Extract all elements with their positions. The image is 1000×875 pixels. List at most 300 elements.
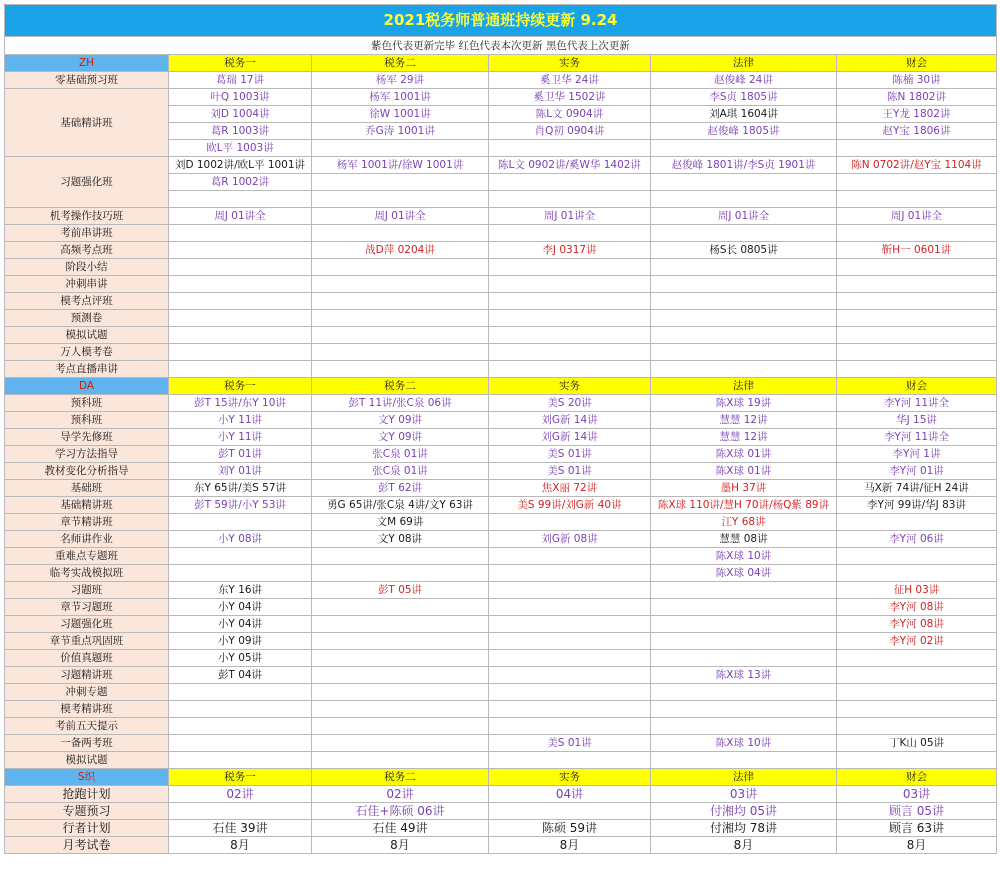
course-cell: 周J 01讲全 bbox=[837, 208, 997, 225]
course-label: 模拟试题 bbox=[5, 752, 169, 769]
section-header-row bbox=[5, 769, 997, 786]
course-label: 阶段小结 bbox=[5, 259, 169, 276]
section-name: ZH bbox=[5, 55, 169, 72]
course-cell: 美S 20讲 bbox=[489, 395, 651, 412]
course-cell bbox=[312, 684, 489, 701]
course-cell bbox=[837, 327, 997, 344]
course-cell bbox=[312, 667, 489, 684]
course-label: 预测卷 bbox=[5, 310, 169, 327]
course-cell: 陈X球 19讲 bbox=[651, 395, 837, 412]
course-cell bbox=[489, 616, 651, 633]
course-label: 章节精讲班 bbox=[5, 514, 169, 531]
course-cell bbox=[651, 310, 837, 327]
course-cell: 江Y 68讲 bbox=[651, 514, 837, 531]
course-cell bbox=[837, 225, 997, 242]
course-cell bbox=[837, 344, 997, 361]
course-cell: 陈X球 10讲 bbox=[651, 735, 837, 752]
page-title: 2021税务师普通班持续更新 9.24 bbox=[5, 5, 997, 37]
color-legend: 紫色代表更新完毕 红色代表本次更新 黑色代表上次更新 bbox=[5, 37, 997, 55]
course-cell bbox=[489, 650, 651, 667]
subject-header: 法律 bbox=[651, 378, 837, 395]
table-row bbox=[5, 463, 997, 480]
course-cell bbox=[651, 225, 837, 242]
course-cell bbox=[169, 684, 312, 701]
table-row bbox=[5, 497, 997, 514]
course-cell: 03讲 bbox=[837, 786, 997, 803]
table-row bbox=[5, 412, 997, 429]
title-row bbox=[5, 5, 997, 37]
table-row bbox=[5, 667, 997, 684]
course-cell: 03讲 bbox=[651, 786, 837, 803]
course-cell bbox=[312, 327, 489, 344]
course-label: 模考精讲班 bbox=[5, 701, 169, 718]
course-cell: 刘G新 14讲 bbox=[489, 429, 651, 446]
course-cell bbox=[489, 701, 651, 718]
table-row bbox=[5, 820, 997, 837]
course-cell: 张C泉 01讲 bbox=[312, 463, 489, 480]
course-cell: 8月 bbox=[312, 837, 489, 854]
course-cell: 彭T 62讲 bbox=[312, 480, 489, 497]
table-row bbox=[5, 650, 997, 667]
course-cell bbox=[312, 361, 489, 378]
course-cell bbox=[169, 327, 312, 344]
course-cell: 奚卫华 1502讲 bbox=[489, 89, 651, 106]
course-cell: 美S 01讲 bbox=[489, 735, 651, 752]
course-cell bbox=[489, 174, 651, 191]
course-label: 一备两考班 bbox=[5, 735, 169, 752]
course-cell: 征H 03讲 bbox=[837, 582, 997, 599]
course-cell bbox=[837, 174, 997, 191]
course-cell bbox=[169, 259, 312, 276]
course-cell: 徐W 1001讲 bbox=[312, 106, 489, 123]
table-row bbox=[5, 786, 997, 803]
course-cell bbox=[489, 361, 651, 378]
course-cell: 战D萍 0204讲 bbox=[312, 242, 489, 259]
course-label: 考点直播串讲 bbox=[5, 361, 169, 378]
subject-header: 实务 bbox=[489, 378, 651, 395]
course-cell bbox=[312, 344, 489, 361]
course-cell bbox=[169, 565, 312, 582]
course-label: 习题精讲班 bbox=[5, 667, 169, 684]
course-cell bbox=[489, 684, 651, 701]
table-row bbox=[5, 157, 997, 174]
course-cell bbox=[651, 633, 837, 650]
course-cell bbox=[651, 752, 837, 769]
course-cell: 顾言 05讲 bbox=[837, 803, 997, 820]
course-cell: 赵俊峰 24讲 bbox=[651, 72, 837, 89]
subject-header: 财会 bbox=[837, 769, 997, 786]
course-cell: 勇G 65讲/张C泉 4讲/文Y 63讲 bbox=[312, 497, 489, 514]
subject-header: 税务二 bbox=[312, 378, 489, 395]
course-label: 重难点专题班 bbox=[5, 548, 169, 565]
subject-header: 税务一 bbox=[169, 769, 312, 786]
course-cell: 欧L平 1003讲 bbox=[169, 140, 312, 157]
course-cell: 陈N 0702讲/赵Y宝 1104讲 bbox=[837, 157, 997, 174]
course-cell bbox=[169, 701, 312, 718]
table-row bbox=[5, 446, 997, 463]
course-cell: 丁K山 05讲 bbox=[837, 735, 997, 752]
course-cell bbox=[651, 582, 837, 599]
course-cell bbox=[489, 633, 651, 650]
course-cell bbox=[312, 633, 489, 650]
course-label: 冲刺专题 bbox=[5, 684, 169, 701]
course-cell: 李S贞 1805讲 bbox=[651, 89, 837, 106]
course-cell bbox=[312, 174, 489, 191]
course-cell: 刘Y 01讲 bbox=[169, 463, 312, 480]
course-cell: 顾言 63讲 bbox=[837, 820, 997, 837]
course-label: 习题班 bbox=[5, 582, 169, 599]
course-cell: 彭T 05讲 bbox=[312, 582, 489, 599]
course-cell bbox=[489, 191, 651, 208]
course-cell bbox=[169, 361, 312, 378]
course-cell: 彭T 04讲 bbox=[169, 667, 312, 684]
table-row bbox=[5, 361, 997, 378]
course-cell: 东Y 65讲/美S 57讲 bbox=[169, 480, 312, 497]
course-label: 基础班 bbox=[5, 480, 169, 497]
course-cell: 刘G新 14讲 bbox=[489, 412, 651, 429]
course-label: 教材变化分析指导 bbox=[5, 463, 169, 480]
subject-header: 税务一 bbox=[169, 55, 312, 72]
course-cell: 赵俊峰 1801讲/李S贞 1901讲 bbox=[651, 157, 837, 174]
table-row bbox=[5, 395, 997, 412]
course-label: 冲刺串讲 bbox=[5, 276, 169, 293]
table-row bbox=[5, 72, 997, 89]
course-cell bbox=[489, 514, 651, 531]
subject-header: 税务二 bbox=[312, 55, 489, 72]
course-cell bbox=[837, 310, 997, 327]
course-cell bbox=[651, 684, 837, 701]
course-cell: 李Y河 1讲 bbox=[837, 446, 997, 463]
course-cell bbox=[489, 344, 651, 361]
course-cell bbox=[489, 667, 651, 684]
course-cell bbox=[169, 344, 312, 361]
course-cell: 张C泉 01讲 bbox=[312, 446, 489, 463]
course-cell: 刘D 1004讲 bbox=[169, 106, 312, 123]
table-row bbox=[5, 531, 997, 548]
course-label: 预科班 bbox=[5, 412, 169, 429]
course-cell bbox=[169, 191, 312, 208]
course-cell: 8月 bbox=[169, 837, 312, 854]
course-cell: 杨军 1001讲/徐W 1001讲 bbox=[312, 157, 489, 174]
table-row bbox=[5, 225, 997, 242]
subject-header: 税务一 bbox=[169, 378, 312, 395]
course-cell: 周J 01讲全 bbox=[489, 208, 651, 225]
course-cell: 陈L文 0902讲/奚W华 1402讲 bbox=[489, 157, 651, 174]
course-cell: 陈X球 110讲/慧H 70讲/杨Q紫 89讲 bbox=[651, 497, 837, 514]
course-label: 考前串讲班 bbox=[5, 225, 169, 242]
course-cell: 石佳 49讲 bbox=[312, 820, 489, 837]
course-label: 学习方法指导 bbox=[5, 446, 169, 463]
course-cell bbox=[312, 701, 489, 718]
course-cell bbox=[169, 548, 312, 565]
course-cell: 彭T 59讲/小Y 53讲 bbox=[169, 497, 312, 514]
course-cell bbox=[837, 514, 997, 531]
section-name: S织 bbox=[5, 769, 169, 786]
course-cell: 刘A琪 1604讲 bbox=[651, 106, 837, 123]
table-row bbox=[5, 735, 997, 752]
course-cell: 周J 01讲全 bbox=[169, 208, 312, 225]
table-row bbox=[5, 89, 997, 106]
course-cell bbox=[837, 718, 997, 735]
course-cell bbox=[489, 718, 651, 735]
course-cell bbox=[837, 701, 997, 718]
course-cell: 慧慧 08讲 bbox=[651, 531, 837, 548]
course-cell: 陈L文 0904讲 bbox=[489, 106, 651, 123]
course-cell: 8月 bbox=[651, 837, 837, 854]
course-cell bbox=[837, 667, 997, 684]
course-cell bbox=[837, 684, 997, 701]
course-cell bbox=[169, 293, 312, 310]
course-cell: 墨H 37讲 bbox=[651, 480, 837, 497]
course-cell bbox=[169, 514, 312, 531]
course-cell bbox=[651, 701, 837, 718]
course-cell bbox=[489, 293, 651, 310]
course-cell bbox=[312, 752, 489, 769]
table-row bbox=[5, 276, 997, 293]
schedule-sheet bbox=[4, 4, 996, 854]
course-cell bbox=[312, 293, 489, 310]
course-cell: 彭T 15讲/东Y 10讲 bbox=[169, 395, 312, 412]
course-cell bbox=[169, 242, 312, 259]
course-cell: 葛瑞 17讲 bbox=[169, 72, 312, 89]
table-row bbox=[5, 259, 997, 276]
course-cell: 李Y河 11讲全 bbox=[837, 395, 997, 412]
course-cell: 小Y 04讲 bbox=[169, 616, 312, 633]
course-cell bbox=[489, 259, 651, 276]
course-cell bbox=[489, 276, 651, 293]
course-cell: 陈X球 13讲 bbox=[651, 667, 837, 684]
course-label: 模考点评班 bbox=[5, 293, 169, 310]
course-cell: 小Y 08讲 bbox=[169, 531, 312, 548]
course-cell: 石佳+陈硕 06讲 bbox=[312, 803, 489, 820]
course-cell bbox=[489, 548, 651, 565]
course-cell: 美S 01讲 bbox=[489, 446, 651, 463]
subject-header: 实务 bbox=[489, 55, 651, 72]
course-cell: 乔G涛 1001讲 bbox=[312, 123, 489, 140]
course-cell: 02讲 bbox=[169, 786, 312, 803]
course-cell: 文Y 09讲 bbox=[312, 412, 489, 429]
table-row bbox=[5, 429, 997, 446]
table-row bbox=[5, 837, 997, 854]
course-cell bbox=[489, 225, 651, 242]
subject-header: 法律 bbox=[651, 55, 837, 72]
subject-header: 实务 bbox=[489, 769, 651, 786]
course-label: 导学先修班 bbox=[5, 429, 169, 446]
course-cell bbox=[651, 259, 837, 276]
course-cell: 02讲 bbox=[312, 786, 489, 803]
course-cell bbox=[312, 225, 489, 242]
course-cell: 文Y 09讲 bbox=[312, 429, 489, 446]
section-header-row bbox=[5, 378, 997, 395]
course-cell bbox=[312, 310, 489, 327]
course-cell: 马X新 74讲/征H 24讲 bbox=[837, 480, 997, 497]
course-cell bbox=[837, 548, 997, 565]
subject-header: 法律 bbox=[651, 769, 837, 786]
course-cell: 赵Y宝 1806讲 bbox=[837, 123, 997, 140]
course-cell: 焦X丽 72讲 bbox=[489, 480, 651, 497]
course-cell bbox=[489, 752, 651, 769]
subject-header: 税务二 bbox=[312, 769, 489, 786]
course-cell bbox=[169, 718, 312, 735]
section-header-row bbox=[5, 55, 997, 72]
course-label: 价值真题班 bbox=[5, 650, 169, 667]
course-cell: 04讲 bbox=[489, 786, 651, 803]
course-cell: 华J 15讲 bbox=[837, 412, 997, 429]
course-cell bbox=[489, 803, 651, 820]
legend-row bbox=[5, 37, 997, 55]
table-row bbox=[5, 344, 997, 361]
course-cell bbox=[837, 140, 997, 157]
course-cell bbox=[651, 718, 837, 735]
course-cell: 美S 01讲 bbox=[489, 463, 651, 480]
table-row bbox=[5, 514, 997, 531]
course-label: 章节习题班 bbox=[5, 599, 169, 616]
course-label: 基础精讲班 bbox=[5, 89, 169, 157]
course-cell: 葛R 1003讲 bbox=[169, 123, 312, 140]
course-cell: 彭T 01讲 bbox=[169, 446, 312, 463]
course-cell: 文Y 08讲 bbox=[312, 531, 489, 548]
course-cell: 慧慧 12讲 bbox=[651, 429, 837, 446]
course-cell: 赵俊峰 1805讲 bbox=[651, 123, 837, 140]
course-label: 临考实战模拟班 bbox=[5, 565, 169, 582]
course-cell bbox=[837, 565, 997, 582]
course-label: 考前五天提示 bbox=[5, 718, 169, 735]
course-cell: 王Y龙 1802讲 bbox=[837, 106, 997, 123]
subject-header: 财会 bbox=[837, 55, 997, 72]
course-cell bbox=[312, 548, 489, 565]
course-cell: 肖Q初 0904讲 bbox=[489, 123, 651, 140]
course-label: 基础精讲班 bbox=[5, 497, 169, 514]
course-label: 预科班 bbox=[5, 395, 169, 412]
course-cell bbox=[837, 276, 997, 293]
table-row bbox=[5, 293, 997, 310]
course-cell bbox=[489, 599, 651, 616]
course-cell bbox=[169, 310, 312, 327]
course-cell: 慧慧 12讲 bbox=[651, 412, 837, 429]
course-cell: 杨S长 0805讲 bbox=[651, 242, 837, 259]
course-cell: 李Y河 01讲 bbox=[837, 463, 997, 480]
course-cell: 陈硕 59讲 bbox=[489, 820, 651, 837]
course-cell bbox=[169, 735, 312, 752]
table-row bbox=[5, 616, 997, 633]
course-cell bbox=[312, 565, 489, 582]
course-cell bbox=[489, 327, 651, 344]
course-cell: 李Y河 99讲/华J 83讲 bbox=[837, 497, 997, 514]
course-cell bbox=[312, 191, 489, 208]
course-label: 抢跑计划 bbox=[5, 786, 169, 803]
subject-header: 财会 bbox=[837, 378, 997, 395]
course-cell bbox=[312, 259, 489, 276]
course-cell bbox=[489, 310, 651, 327]
course-cell: 付湘均 05讲 bbox=[651, 803, 837, 820]
course-cell: 靳H一 0601讲 bbox=[837, 242, 997, 259]
course-label: 专题预习 bbox=[5, 803, 169, 820]
course-cell bbox=[312, 276, 489, 293]
table-row bbox=[5, 480, 997, 497]
course-cell: 周J 01讲全 bbox=[312, 208, 489, 225]
course-cell bbox=[837, 650, 997, 667]
course-cell bbox=[312, 650, 489, 667]
course-cell: 李Y河 06讲 bbox=[837, 531, 997, 548]
course-cell bbox=[312, 718, 489, 735]
course-cell bbox=[837, 259, 997, 276]
course-cell bbox=[489, 565, 651, 582]
table-row bbox=[5, 310, 997, 327]
course-cell: 东Y 16讲 bbox=[169, 582, 312, 599]
course-cell: 刘D 1002讲/欧L平 1001讲 bbox=[169, 157, 312, 174]
table-row bbox=[5, 684, 997, 701]
table-row bbox=[5, 565, 997, 582]
course-label: 模拟试题 bbox=[5, 327, 169, 344]
course-cell: 陈X球 01讲 bbox=[651, 463, 837, 480]
course-cell bbox=[489, 140, 651, 157]
course-cell: 奚卫华 24讲 bbox=[489, 72, 651, 89]
section-name: DA bbox=[5, 378, 169, 395]
course-cell bbox=[651, 650, 837, 667]
course-label: 万人模考卷 bbox=[5, 344, 169, 361]
course-cell: 石佳 39讲 bbox=[169, 820, 312, 837]
course-cell bbox=[312, 140, 489, 157]
course-cell: 陈N 1802讲 bbox=[837, 89, 997, 106]
course-cell bbox=[651, 361, 837, 378]
course-cell bbox=[651, 616, 837, 633]
course-cell: 陈X球 04讲 bbox=[651, 565, 837, 582]
course-cell bbox=[651, 174, 837, 191]
course-label: 行者计划 bbox=[5, 820, 169, 837]
course-cell: 小Y 11讲 bbox=[169, 429, 312, 446]
table-row bbox=[5, 582, 997, 599]
course-schedule-table bbox=[4, 4, 997, 854]
table-row bbox=[5, 752, 997, 769]
course-cell bbox=[169, 803, 312, 820]
course-cell: 李Y河 02讲 bbox=[837, 633, 997, 650]
table-body bbox=[5, 5, 997, 854]
course-cell: 美S 99讲/刘G新 40讲 bbox=[489, 497, 651, 514]
course-cell bbox=[651, 599, 837, 616]
course-cell bbox=[169, 276, 312, 293]
course-cell: 小Y 04讲 bbox=[169, 599, 312, 616]
course-cell: 付湘均 78讲 bbox=[651, 820, 837, 837]
table-row bbox=[5, 208, 997, 225]
course-cell bbox=[651, 276, 837, 293]
table-row bbox=[5, 327, 997, 344]
table-row bbox=[5, 633, 997, 650]
course-label: 名师讲作业 bbox=[5, 531, 169, 548]
table-row bbox=[5, 548, 997, 565]
course-cell bbox=[837, 752, 997, 769]
course-cell: 陈X球 10讲 bbox=[651, 548, 837, 565]
course-cell bbox=[169, 225, 312, 242]
course-label: 零基础预习班 bbox=[5, 72, 169, 89]
table-row bbox=[5, 599, 997, 616]
course-cell bbox=[651, 140, 837, 157]
course-cell: 彭T 11讲/张C泉 06讲 bbox=[312, 395, 489, 412]
course-cell: 文M 69讲 bbox=[312, 514, 489, 531]
course-cell bbox=[169, 752, 312, 769]
course-cell: 陈楠 30讲 bbox=[837, 72, 997, 89]
course-cell bbox=[489, 582, 651, 599]
course-cell bbox=[651, 344, 837, 361]
table-row bbox=[5, 242, 997, 259]
table-row bbox=[5, 803, 997, 820]
course-cell bbox=[312, 599, 489, 616]
course-label: 月考试卷 bbox=[5, 837, 169, 854]
course-cell: 杨军 29讲 bbox=[312, 72, 489, 89]
course-cell: 陈X球 01讲 bbox=[651, 446, 837, 463]
course-cell: 周J 01讲全 bbox=[651, 208, 837, 225]
course-cell: 葛R 1002讲 bbox=[169, 174, 312, 191]
course-cell: 小Y 05讲 bbox=[169, 650, 312, 667]
